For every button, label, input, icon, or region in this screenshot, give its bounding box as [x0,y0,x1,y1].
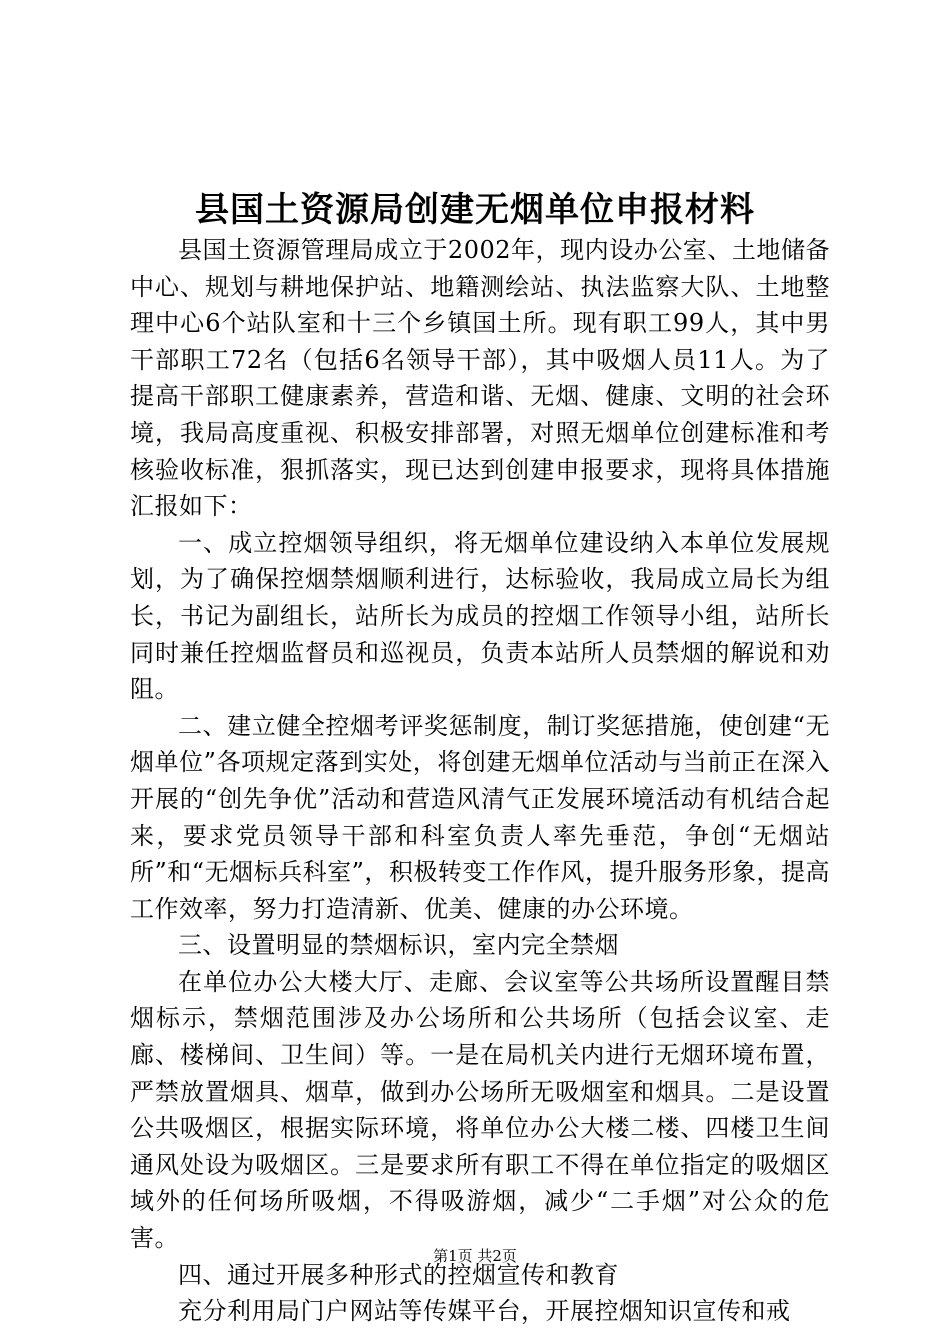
paragraph-section-4: 充分利用局门户网站等传媒平台，开展控烟知识宣传和戒 [178,1297,791,1326]
document-title: 县国土资源局创建无烟单位申报材料 [195,190,755,230]
paragraph-section-2: 二、建立健全控烟考评奖惩制度，制订奖惩措施，使创建“无烟单位”各项规定落到实处，将创建无烟单位活动与当前正在深入开展的“创先争优”活动和营造风清气正发展环境活动有机结合起来，要求党员领导干部和科室负责人率先垂范，争创“无烟站所”和“无烟标兵科室”，积极转变工作作风，提升服务形象，提高工作效率，努力打造清新、优美、健康的办公环境。 [130,711,830,923]
paragraph-intro: 县国土资源管理局成立于2002年，现内设办公室、土地储备中心、规划与耕地保护站、地籍测绘站、执法监察大队、土地整理中心6个站队室和十三个乡镇国土所。现有职工99人，其中男干部职工72名（包括6名领导干部），其中吸烟人员11人。为了提高干部职工健康素养，营造和谐、无烟、健康、文明的社会环境，我局高度重视、积极安排部署，对照无烟单位创建标准和考核验收标准，狠抓落实，现已达到创建申报要求，现将具体措施汇报如下： [130,236,830,521]
paragraph-section-3: 在单位办公大楼大厅、走廊、会议室等公共场所设置醒目禁烟标示，禁烟范围涉及办公场所和公共场所（包括会议室、走廊、楼梯间、卫生间）等。一是在局机关内进行无烟环境布置，严禁放置烟具、烟草，做到办公场所无吸烟室和烟具。二是设置公共吸烟区，根据实际环境，将单位办公大楼二楼、四楼卫生间通风处设为吸烟区。三是要求所有职工不得在单位指定的吸烟区域外的任何场所吸烟，不得吸游烟，减少“二手烟”对公众的危害。 [130,967,830,1253]
page-footer: 第1页 共2页 [433,1247,517,1265]
heading-section-3: 三、设置明显的禁烟标识，室内完全禁烟 [178,931,619,960]
heading-section-4: 四、通过开展多种形式的控烟宣传和教育 [178,1260,619,1289]
paragraph-section-1: 一、成立控烟领导组织，将无烟单位建设纳入本单位发展规划，为了确保控烟禁烟顺利进行，达标验收，我局成立局长为组长，书记为副组长，站所长为成员的控烟工作领导小组，站所长同时兼任控烟监督员和巡视员，负责本站所人员禁烟的解说和劝阻。 [130,528,830,704]
document-body [130,232,830,1330]
